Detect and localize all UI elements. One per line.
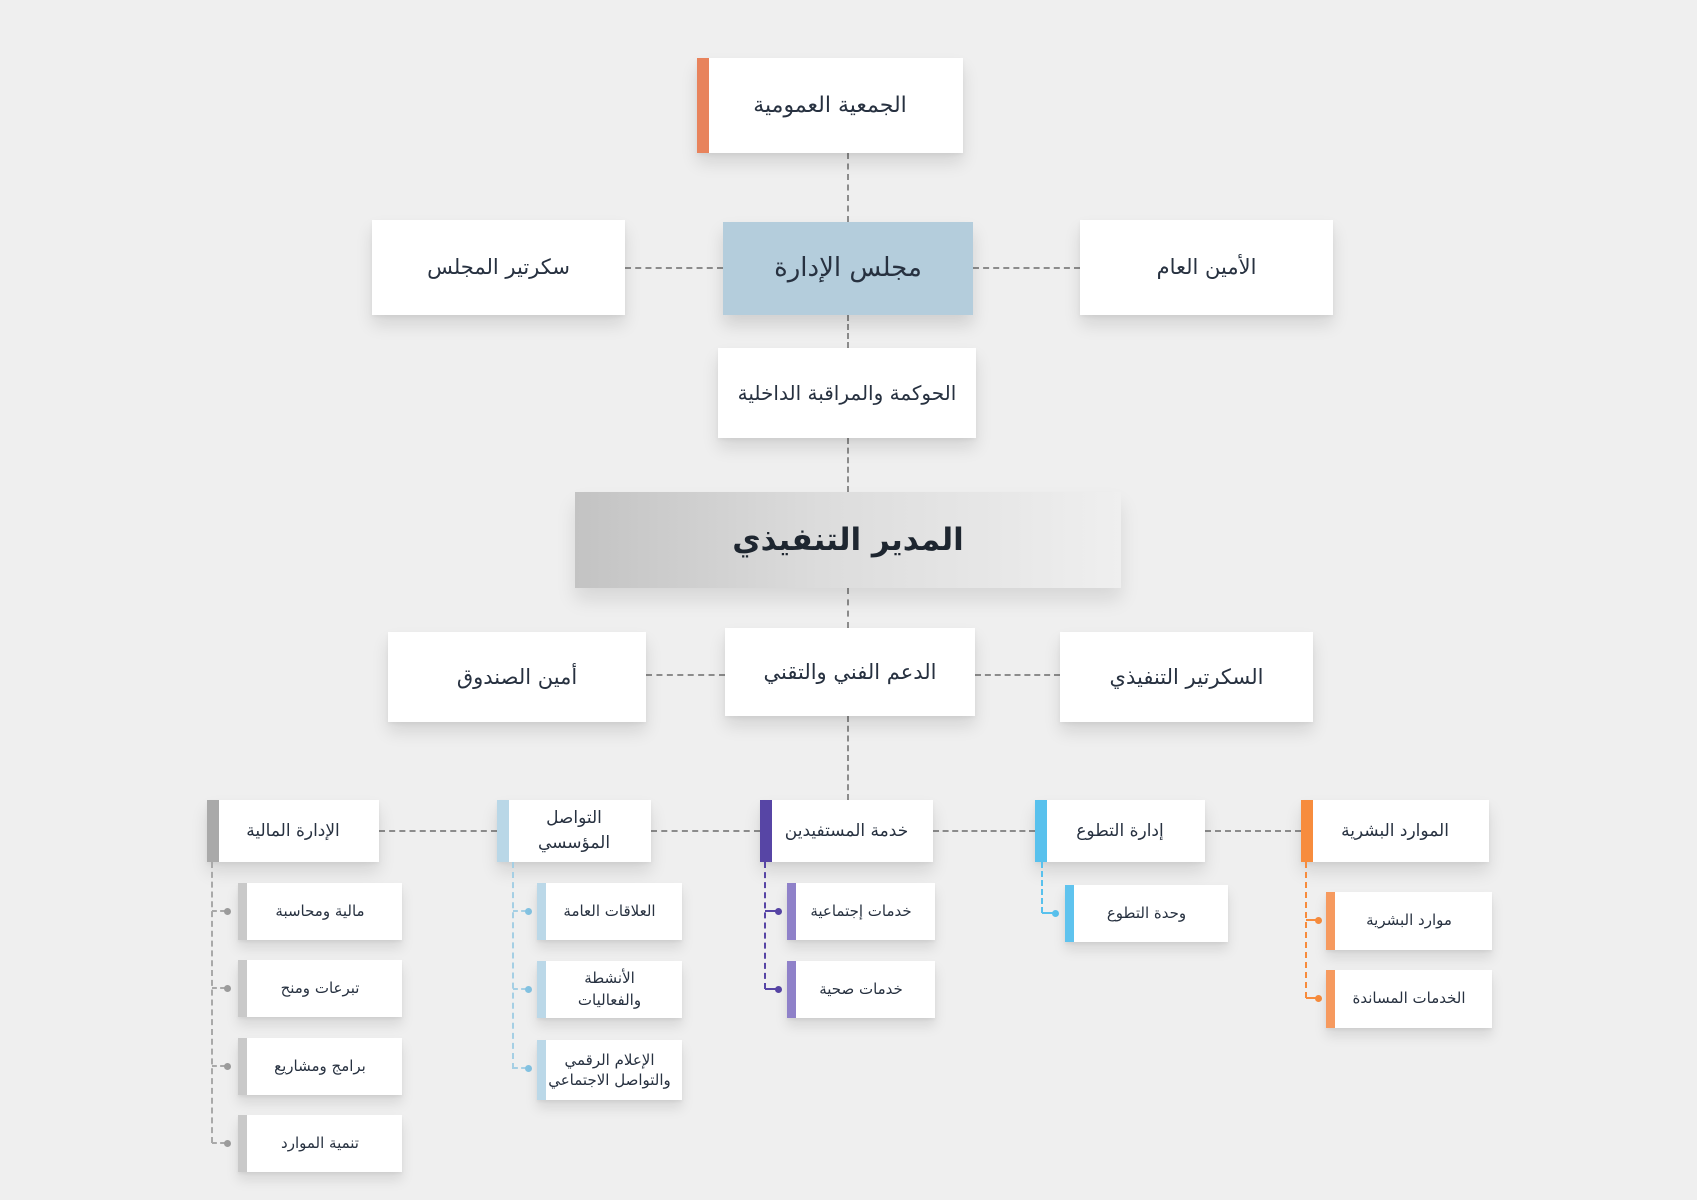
accent-bar: [697, 58, 709, 153]
accent-bar: [537, 961, 546, 1018]
connector-dot: [1315, 917, 1322, 924]
node-label: الموارد البشرية: [1341, 820, 1449, 841]
node-label: المدير التنفيذي: [732, 521, 964, 558]
connector-tech-departments: [847, 716, 849, 800]
connector-dept-row-3: [933, 830, 1035, 832]
connector-board-governance: [847, 315, 849, 348]
node-label: برامج ومشاريع: [274, 1056, 366, 1075]
node-dept-volunteering: [1035, 800, 1205, 862]
node-label: وحدة التطوع: [1106, 903, 1187, 922]
node-sub-finance-accounting: [238, 883, 402, 940]
connector-dot: [525, 908, 532, 915]
node-label: تبرعات ومنح: [280, 978, 360, 997]
node-label: العلاقات العامة: [563, 901, 656, 920]
node-label: سكرتير المجلس: [427, 255, 570, 280]
node-sub-public-relations: [537, 883, 682, 940]
node-label: خدمات إجتماعية: [810, 901, 912, 920]
accent-bar: [238, 883, 247, 940]
node-label: خدمات صحية: [819, 979, 903, 998]
node-treasurer: [388, 632, 646, 722]
node-sub-support-services: [1326, 970, 1492, 1028]
connector-dot: [224, 1063, 231, 1070]
accent-bar: [1326, 892, 1335, 950]
connector-governance-director: [847, 438, 849, 492]
accent-bar: [238, 960, 247, 1017]
node-label: الجمعية العمومية: [753, 92, 907, 118]
connector-beneficiaries-spine: [764, 862, 766, 989]
node-sub-health-services: [787, 961, 935, 1018]
connector-volunteering-spine: [1041, 862, 1043, 913]
connector-director-techsupport: [847, 588, 849, 628]
node-label: تنمية الموارد: [281, 1133, 359, 1152]
connector-dot: [775, 908, 782, 915]
accent-bar: [1326, 970, 1335, 1028]
node-label: موارد البشرية: [1366, 911, 1452, 930]
accent-bar: [497, 800, 509, 862]
connector-communication-spine: [512, 862, 514, 1069]
accent-bar: [537, 1040, 546, 1100]
node-label: الخدمات المساندة: [1352, 989, 1466, 1008]
node-sub-human-resources: [1326, 892, 1492, 950]
connector-assembly-board: [847, 153, 849, 222]
accent-bar: [1035, 800, 1047, 862]
node-label: إدارة التطوع: [1076, 820, 1164, 841]
accent-bar: [787, 883, 796, 940]
accent-bar: [1065, 885, 1074, 942]
node-sub-activities-events: [537, 961, 682, 1018]
node-dept-beneficiaries: [760, 800, 933, 862]
connector-dot: [525, 1065, 532, 1072]
node-label: التواصل المؤسسي: [537, 808, 611, 853]
node-sub-resource-development: [238, 1115, 402, 1172]
node-dept-finance: [207, 800, 379, 862]
node-general-assembly: [697, 58, 963, 153]
node-board: [723, 222, 973, 315]
connector-board-secgeneral: [973, 267, 1080, 269]
node-sub-digital-media: [537, 1040, 682, 1100]
node-executive-secretary: [1060, 632, 1313, 722]
node-governance: [718, 348, 976, 438]
node-dept-hr: [1301, 800, 1489, 862]
connector-dot: [224, 1140, 231, 1147]
node-sub-donations-grants: [238, 960, 402, 1017]
accent-bar: [787, 961, 796, 1018]
connector-dot: [1315, 995, 1322, 1002]
node-sub-volunteer-unit: [1065, 885, 1228, 942]
node-label: الإدارة المالية: [246, 820, 340, 841]
accent-bar: [238, 1038, 247, 1095]
node-label: الأنشطة والفعاليات: [577, 968, 642, 1009]
node-technical-support: [725, 628, 975, 716]
connector-dot: [1052, 910, 1059, 917]
connector-hr-spine: [1305, 862, 1307, 998]
node-sub-social-services: [787, 883, 935, 940]
connector-dot: [224, 908, 231, 915]
accent-bar: [537, 883, 546, 940]
node-label: مجلس الإدارة: [774, 252, 922, 283]
connector-dept-row-2: [651, 830, 760, 832]
node-label: الإعلام الرقمي والتواصل الاجتماعي: [548, 1050, 671, 1089]
node-executive-director: [575, 492, 1121, 588]
node-label: الحوكمة والمراقبة الداخلية: [737, 380, 957, 405]
connector-dept-row-4: [1205, 830, 1301, 832]
connector-board-secretary: [625, 267, 723, 269]
connector-dot: [224, 985, 231, 992]
node-dept-communication: [497, 800, 651, 862]
node-board-secretary: [372, 220, 625, 315]
node-label: مالية ومحاسبة: [275, 901, 365, 920]
node-label: خدمة المستفيدين: [784, 820, 909, 841]
accent-bar: [760, 800, 772, 862]
node-secretary-general: [1080, 220, 1333, 315]
node-label: السكرتير التنفيذي: [1109, 664, 1264, 689]
connector-tech-execsecretary: [975, 674, 1060, 676]
connector-dot: [525, 986, 532, 993]
node-label: الدعم الفني والتقني: [763, 659, 937, 684]
connector-finance-spine: [211, 862, 213, 1143]
connector-tech-treasurer: [646, 674, 725, 676]
accent-bar: [207, 800, 219, 862]
node-label: الأمين العام: [1156, 255, 1257, 280]
accent-bar: [1301, 800, 1313, 862]
connector-dept-row-1: [379, 830, 497, 832]
node-sub-programs-projects: [238, 1038, 402, 1095]
connector-dot: [775, 986, 782, 993]
accent-bar: [238, 1115, 247, 1172]
node-label: أمين الصندوق: [456, 664, 578, 689]
